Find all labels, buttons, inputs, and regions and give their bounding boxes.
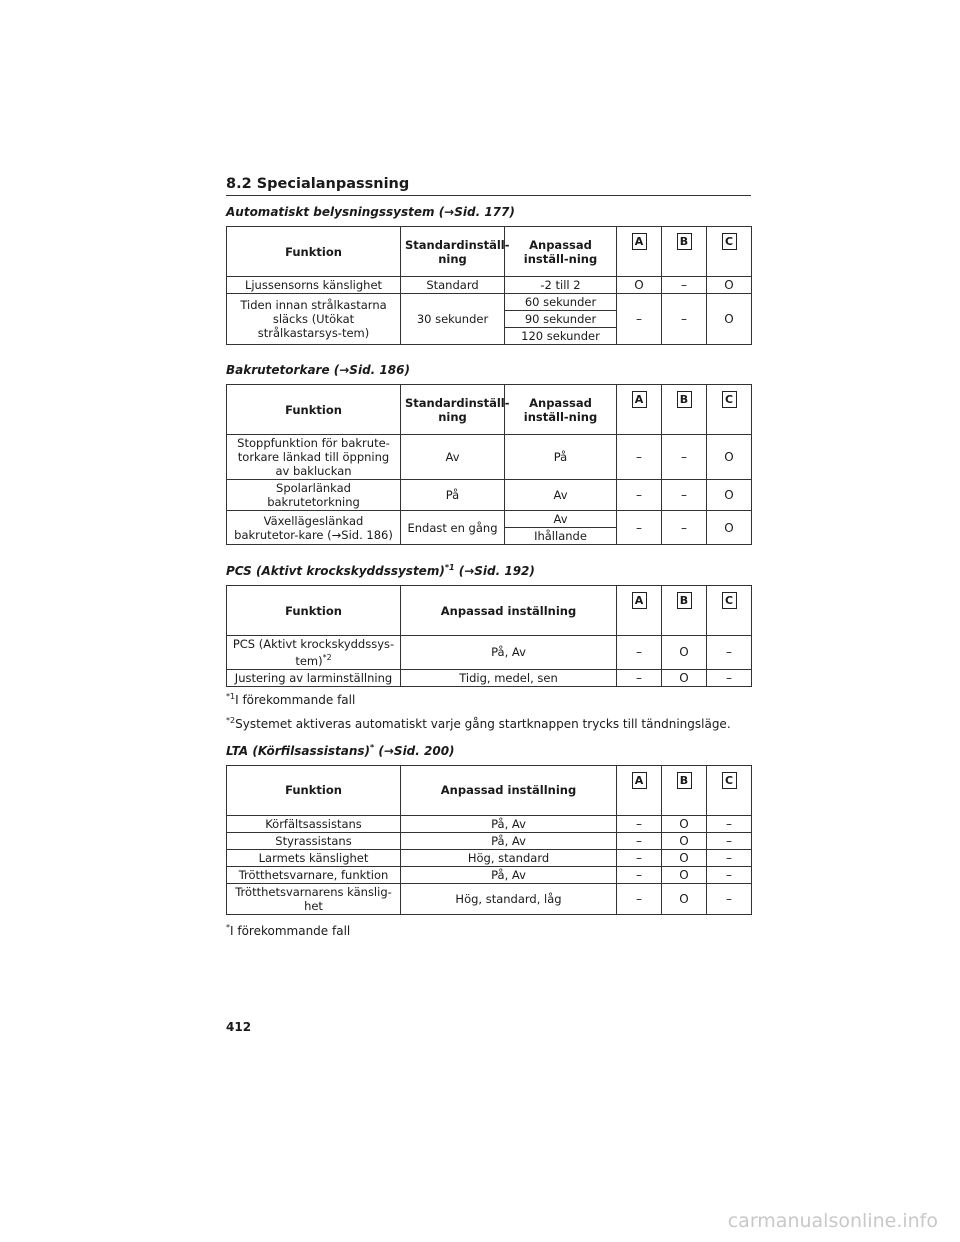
cell-option: 120 sekunder [505,328,617,345]
letter-b-icon: B [677,233,692,250]
cell-option: 90 sekunder [505,311,617,328]
cell-funktion: Växellägeslänkad bakrutetor-kare (→Sid. 186) [227,511,401,545]
header-b [662,586,707,636]
cell-c: O [707,435,752,480]
table-row [227,883,752,914]
cell-funktion: Trötthetsvarnarens känslig-het [227,883,401,914]
cell-b: – [662,277,707,294]
cell-a: – [617,435,662,480]
cell-b: O [662,849,707,866]
footnote-mark: * [370,742,375,752]
cell-b: – [662,511,707,545]
cell-standard: Endast en gång [401,511,505,545]
sec1-title: Automatiskt belysningssystem (→Sid. 177) [226,205,515,219]
header-c [707,765,752,815]
cell-a: – [617,669,662,686]
table-row [227,849,752,866]
cell-anpassad: Av [505,480,617,511]
cell-funktion: Justering av larminställning [227,669,401,686]
cell-c: – [707,815,752,832]
cell-b: – [662,294,707,345]
footnote-mark: *2 [322,653,332,662]
table-row [227,832,752,849]
cell-standard: 30 sekunder [401,294,505,345]
header-a [617,765,662,815]
header-b [662,385,707,435]
cell-option: 60 sekunder [505,294,617,311]
cell-option: Ihållande [505,528,617,545]
cell-anpassad: På, Av [401,636,617,670]
header-anpassad: Anpassad inställning [401,586,617,636]
header-anpassad: Anpassad inställning [401,765,617,815]
cell-b: – [662,480,707,511]
header-a [617,385,662,435]
header-funktion: Funktion [227,586,401,636]
cell-b: O [662,669,707,686]
footnote-1 [226,692,751,707]
letter-a-icon: A [632,592,647,609]
header-standard: Standardinställ-ning [401,227,505,277]
table-row [227,511,752,528]
cell-anpassad: På, Av [401,815,617,832]
cell-option: Av [505,511,617,528]
cell-c: – [707,849,752,866]
letter-c-icon: C [722,772,737,789]
cell-funktion: Stoppfunktion för bakrute-torkare länkad till öppning av bakluckan [227,435,401,480]
header-c [707,586,752,636]
cell-a: – [617,294,662,345]
cell-funktion: Körfältsassistans [227,815,401,832]
cell-funktion: Larmets känslighet [227,849,401,866]
cell-c: O [707,294,752,345]
sec1-table [226,226,752,345]
cell-funktion [227,636,401,670]
sec3-title-text: PCS (Aktivt krockskyddssystem) [226,564,445,578]
cell-a: – [617,832,662,849]
cell-c: O [707,480,752,511]
header-c [707,227,752,277]
table-row [227,636,752,670]
page-content [226,176,751,938]
footnote-mark: *2 [226,715,236,725]
section-title: 8.2 Specialanpassning [226,176,751,196]
cell-b: O [662,815,707,832]
cell-b: O [662,832,707,849]
cell-b: O [662,636,707,670]
letter-c-icon: C [722,391,737,408]
cell-anpassad: Hög, standard [401,849,617,866]
header-anpassad: Anpassad inställ-ning [505,227,617,277]
cell-funktion: Spolarlänkad bakrutetorkning [227,480,401,511]
header-funktion: Funktion [227,765,401,815]
cell-funktion: Tiden innan strålkastarna släcks (Utökat strålkastarsys-tem) [227,294,401,345]
cell-a: – [617,480,662,511]
sec4-title [226,743,751,758]
footnote-mark: *1 [444,563,455,572]
cell-a: – [617,883,662,914]
cell-a: – [617,636,662,670]
header-b [662,765,707,815]
letter-a-icon: A [632,233,647,250]
letter-b-icon: B [677,391,692,408]
header-a [617,227,662,277]
footnote-text: Systemet aktiveras automatiskt varje gång startknappen trycks till tändningsläge. [235,716,731,731]
cell-c: – [707,883,752,914]
table-row [227,866,752,883]
page-reference: (→Sid. 192) [454,564,535,578]
footnote-text: I förekommande fall [230,923,351,938]
cell-funktion: Styrassistans [227,832,401,849]
header-standard: Standardinställ-ning [401,385,505,435]
cell-funktion: Ljussensorns känslighet [227,277,401,294]
sec2-table [226,384,752,545]
table-row [227,277,752,294]
letter-b-icon: B [677,772,692,789]
cell-standard: På [401,480,505,511]
sec4-title-text: LTA (Körfilsassistans) [226,743,371,758]
header-a [617,586,662,636]
cell-c: – [707,832,752,849]
table-header-row [227,586,752,636]
footnote-mark: * [226,922,230,932]
cell-anpassad: -2 till 2 [505,277,617,294]
cell-a: – [617,866,662,883]
table-header-row [227,765,752,815]
footnote-lta [226,923,751,938]
table-row [227,815,752,832]
cell-standard: Standard [401,277,505,294]
letter-c-icon: C [722,233,737,250]
table-header-row [227,227,752,277]
letter-a-icon: A [632,391,647,408]
footnote-2 [226,716,751,731]
cell-funktion-text: PCS (Aktivt krockskyddssys-tem) [232,637,395,668]
table-row [227,669,752,686]
sec3-table [226,585,752,687]
cell-a: O [617,277,662,294]
header-funktion: Funktion [227,385,401,435]
cell-c: – [707,866,752,883]
table-row [227,435,752,480]
page-number: 412 [226,1020,252,1034]
footnote-text: I förekommande fall [235,692,356,707]
watermark: carmanualsonline.info [727,1210,938,1232]
sec2-title: Bakrutetorkare (→Sid. 186) [226,363,410,377]
table-header-row [227,385,752,435]
cell-a: – [617,511,662,545]
cell-anpassad: På, Av [401,866,617,883]
cell-b: O [662,883,707,914]
cell-a: – [617,815,662,832]
table-row [227,294,752,311]
cell-c: O [707,511,752,545]
cell-standard: Av [401,435,505,480]
cell-funktion: Trötthetsvarnare, funktion [227,866,401,883]
cell-b: – [662,435,707,480]
header-anpassad: Anpassad inställ-ning [505,385,617,435]
cell-c: – [707,669,752,686]
cell-c: O [707,277,752,294]
letter-b-icon: B [677,592,692,609]
table-row [227,480,752,511]
header-c [707,385,752,435]
cell-anpassad: På, Av [401,832,617,849]
header-funktion: Funktion [227,227,401,277]
footnote-mark: *1 [226,691,236,701]
cell-anpassad: Tidig, medel, sen [401,669,617,686]
page-reference: (→Sid. 200) [374,743,455,758]
cell-c: – [707,636,752,670]
letter-a-icon: A [632,772,647,789]
sec3-title [226,563,751,578]
cell-b: O [662,866,707,883]
header-b [662,227,707,277]
cell-anpassad: På [505,435,617,480]
cell-a: – [617,849,662,866]
sec4-table [226,765,752,915]
cell-anpassad: Hög, standard, låg [401,883,617,914]
letter-c-icon: C [722,592,737,609]
